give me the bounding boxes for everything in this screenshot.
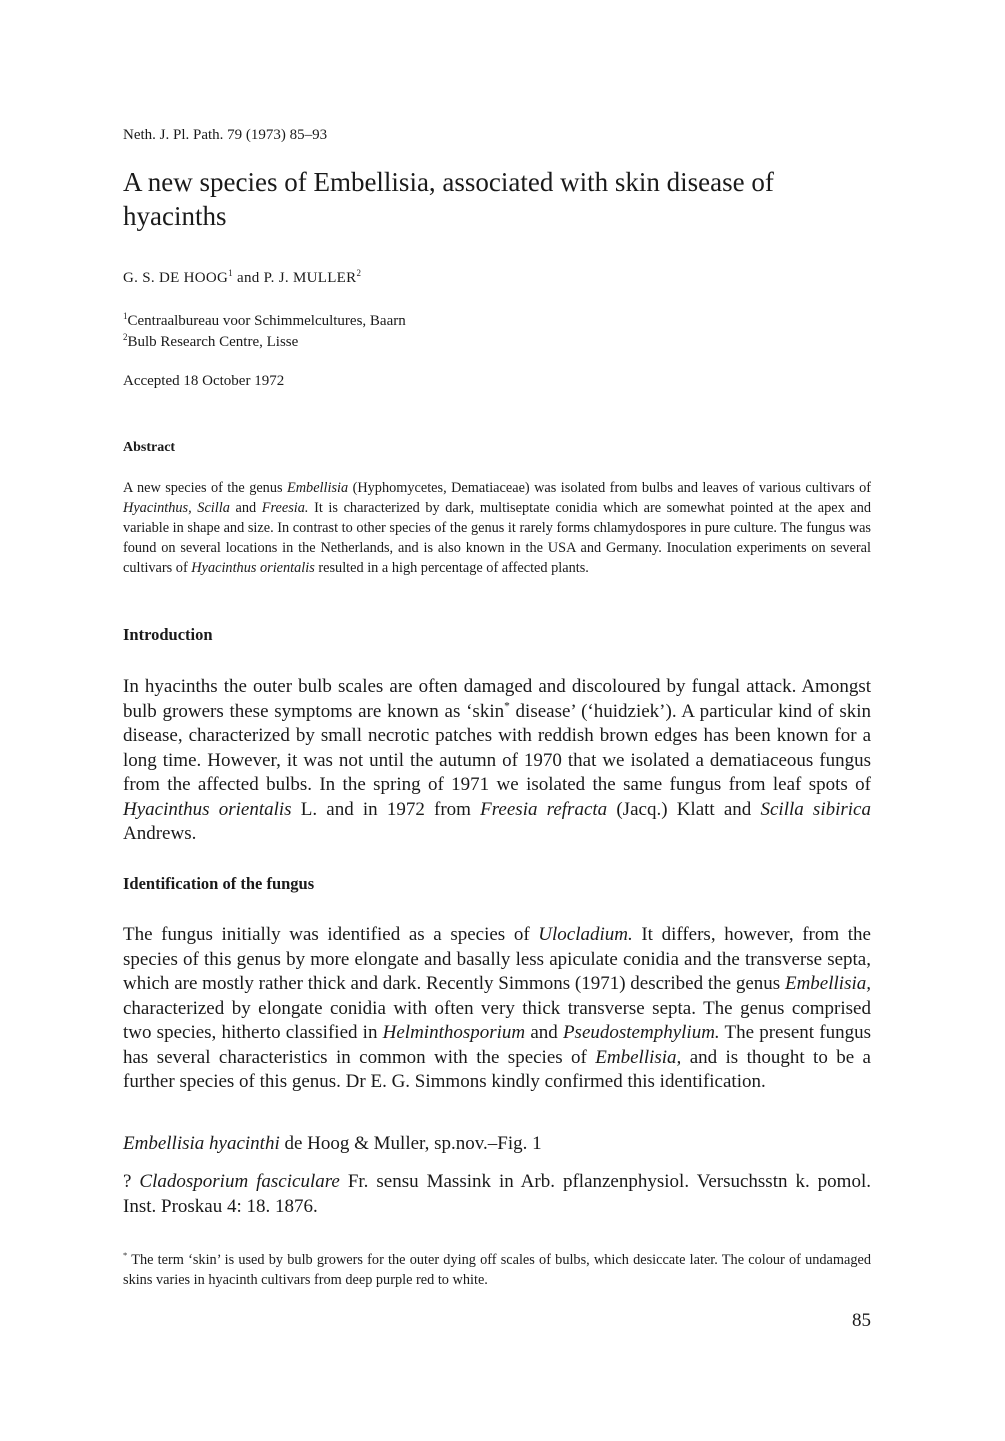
abstract-run: (Hyphomycetes, Dematiaceae) was isolated from bulbs and leaves of various cultivars of — [348, 480, 871, 496]
ident-run: It differs, however, from the species of this genus by more elongate and basally less apiculate conidia and the transverse septa, which are mostly rather thick and dark. Recently Simmons (1971) described the genus — [123, 924, 871, 994]
abstract-run: It is characterized by dark, multiseptate conidia which are somewhat pointed at the apex and variable in shape and size. In contrast to other species of the genus it rarely forms chlamydospores in pure culture. The fungus was found on several locations in the Netherlands, and is also known in the USA and Germany. Inoculation experiments on several cultivars of — [123, 500, 872, 576]
footnote-text: The term ‘skin’ is used by bulb growers for the outer dying off scales of bulbs, which desiccate later. The colour of undamaged skins varies in hyacinth cultivars from deep purple red to white. — [123, 1252, 871, 1288]
footnote-star: * — [123, 1250, 128, 1261]
footnote — [123, 1250, 871, 1290]
species-name-line — [123, 1133, 542, 1155]
footnote-marker: * — [504, 700, 510, 713]
ident-run: characterized by elongate conidia with often very thick transverse septa. The genus comprised two species, hitherto classified in — [123, 997, 871, 1043]
affiliation-2 — [123, 332, 406, 353]
ident-run: and — [525, 1022, 563, 1043]
abstract-text — [123, 478, 871, 578]
synonym-query: ? — [123, 1171, 140, 1192]
ident-italic: Helminthosporium — [382, 1022, 526, 1043]
abstract-run: resulted in a high percentage of affected plants. — [314, 560, 589, 576]
affiliation-2-marker: 2 — [123, 332, 128, 342]
species-authority: de Hoog & Muller, sp.nov.–Fig. 1 — [279, 1133, 542, 1154]
accepted-date: Accepted 18 October 1972 — [123, 373, 285, 389]
ident-italic: Embellisia, — [784, 973, 871, 994]
author-2-affil-marker: 2 — [356, 268, 362, 278]
ident-italic: Pseudostemphylium. — [562, 1022, 720, 1043]
intro-italic: Scilla sibirica — [760, 798, 871, 820]
synonym-name: Cladosporium fasciculare — [139, 1171, 340, 1192]
ident-italic: Embellisia, — [595, 1046, 682, 1068]
synonym-citation: Fr. sensu Massink in Arb. pflanzenphysiol. Versuchsstn k. pomol. Inst. Proskau 4: 18. 1876. — [123, 1171, 871, 1217]
intro-italic: Hyacinthus orientalis — [123, 798, 292, 820]
intro-run: (Jacq.) Klatt and — [607, 798, 761, 820]
intro-run: Andrews. — [123, 823, 197, 844]
intro-run: L. and in 1972 from — [291, 798, 481, 820]
page-number: 85 — [852, 1310, 871, 1331]
author-2: P. J. MULLER — [263, 270, 357, 286]
identification-heading: Identification of the fungus — [123, 874, 315, 893]
affiliation-2-text: Bulb Research Centre, Lisse — [127, 334, 299, 350]
synonym-line — [123, 1170, 871, 1219]
abstract-run: A new species of the genus — [123, 480, 287, 496]
affiliation-1 — [123, 311, 406, 332]
intro-run: disease’ (‘huidziek’). A particular kind of skin disease, characterized by small necrotic patches with reddish brown edges has been known for a long time. However, it was not until the autumn of 1970 that we isolated a dematiaceous fungus from the affected bulbs. In the spring of 1971 we isolated the same fungus from leaf spots of — [123, 700, 871, 795]
identification-paragraph — [123, 923, 871, 1095]
species-name: Embellisia hyacinthi — [123, 1133, 280, 1154]
author-conjunction: and — [237, 270, 260, 286]
affiliation-1-marker: 1 — [123, 311, 128, 321]
intro-run: In hyacinths the outer bulb scales are often damaged and discoloured by fungal attack. Amongst bulb growers these symptoms are known as ‘skin — [123, 676, 871, 722]
abstract-run: and — [229, 500, 262, 516]
ident-run: and is thought to be a further species of this genus. Dr E. G. Simmons kindly confirmed this identification. — [123, 1046, 871, 1092]
affiliations — [123, 311, 406, 353]
author-1: G. S. DE HOOG — [123, 270, 229, 286]
abstract-italic: Hyacinthus orientalis — [191, 560, 315, 576]
affiliation-1-text: Centraalbureau voor Schimmelcultures, Baarn — [127, 313, 406, 329]
abstract-italic: Hyacinthus, Scilla — [123, 500, 230, 516]
abstract-italic: Freesia. — [261, 500, 309, 516]
introduction-heading: Introduction — [123, 625, 213, 644]
journal-reference: Neth. J. Pl. Path. 79 (1973) 85–93 — [123, 127, 328, 143]
ident-run: The fungus initially was identified as a species of — [123, 924, 539, 945]
abstract-heading: Abstract — [123, 440, 176, 455]
intro-italic: Freesia refracta — [480, 798, 608, 820]
ident-italic: Ulocladium. — [538, 924, 633, 945]
author-1-affil-marker: 1 — [228, 268, 233, 278]
introduction-paragraph — [123, 675, 871, 847]
author-line — [123, 270, 361, 287]
abstract-italic: Embellisia — [286, 480, 349, 496]
paper-title: A new species of Embellisia, associated with skin disease of hyacinths — [123, 167, 774, 231]
ident-run: The present fungus has several characteristics in common with the species of — [123, 1022, 871, 1068]
